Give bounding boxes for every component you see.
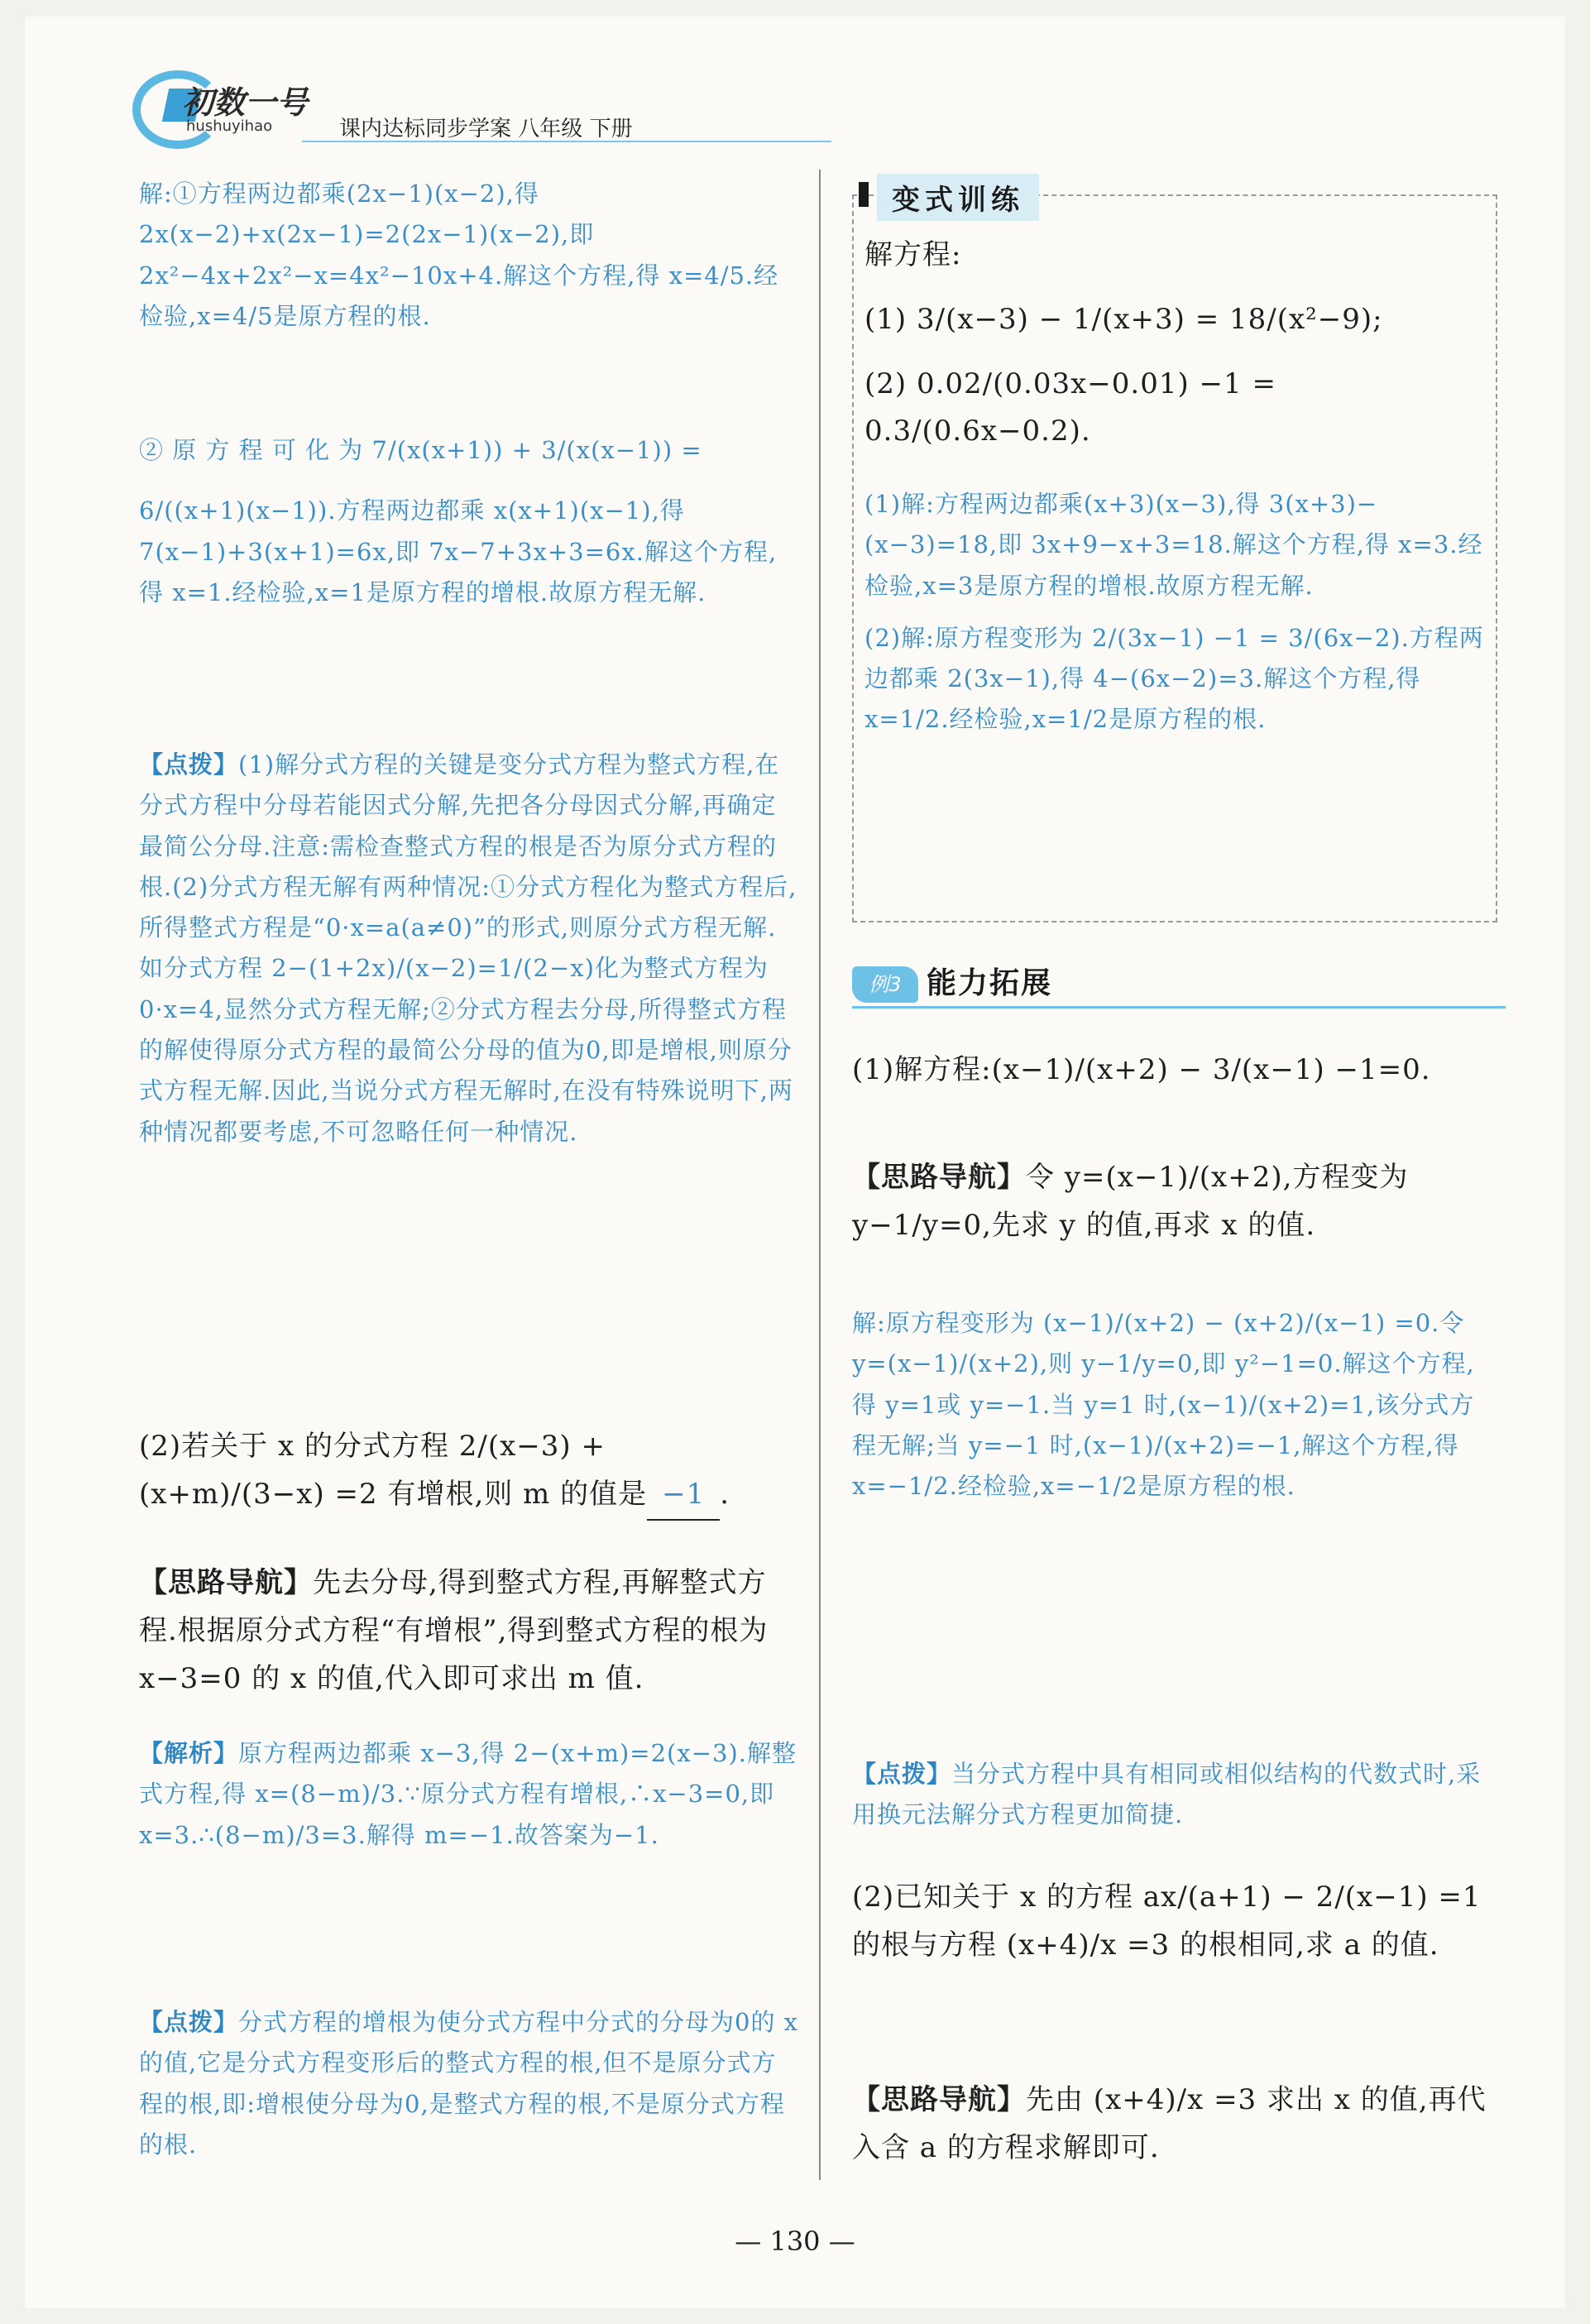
series-title — [339, 112, 633, 142]
practice-eq-2: (2) 0.02/(0.03x−0.01) −1 = 0.3/(0.6x−0.2). — [864, 367, 1276, 448]
example-q1-text: (1)解方程:(x−1)/(x+2) − 3/(x−1) −1=0. — [852, 1053, 1431, 1086]
answer-blank: −1 — [647, 1471, 720, 1521]
example-guide-2-text: 先由 (x+4)/x =3 求出 x 的值,再代入含 a 的方程求解即可. — [852, 2083, 1487, 2164]
question-2-text: (2)若关于 x 的分式方程 2/(x−3) + (x+m)/(3−x) =2 有增根,则 m 的值是 — [139, 1430, 648, 1511]
example-guide-2 — [852, 2077, 1497, 2173]
thinking-guide-text: 先去分母,得到整式方程,再解整式方程.根据原分式方程“有增根”,得到整式方程的根为 x−3=0 的 x 的值,代入即可求出 m 值. — [139, 1566, 769, 1695]
tip-2-text: 分式方程的增根为使分式方程中分式的分母为0的 x 的值,它是分式方程变形后的整式方程的根,但不是原分式方程的根,即:增根使分母为0,是整式方程的根,不是原分式方程的根. — [139, 2008, 799, 2159]
practice-answers — [864, 484, 1485, 740]
column-divider — [819, 170, 821, 2180]
question-2-end: . — [720, 1477, 730, 1511]
grade: 八年级 — [518, 117, 583, 141]
practice-eq-1: (1) 3/(x−3) − 1/(x+3) = 18/(x²−9); — [864, 302, 1383, 336]
example-solution — [852, 1303, 1497, 1507]
practice-answer-1: (1)解:方程两边都乘(x+3)(x−3),得 3(x+3)−(x−3)=18,即 3x+9−x+3=18.解这个方程,得 x=3.经检验,x=3是原方程的增根.故原方程无解. — [864, 490, 1483, 600]
practice-answer-2: (2)解:原方程变形为 2/(3x−1) −1 = 3/(6x−2).方程两边都乘 2(3x−1),得 4−(6x−2)=3.解这个方程,得 x=1/2.经检验,x=1/2是原方程的根. — [864, 623, 1484, 734]
example-title: 能力拓展 — [927, 966, 1053, 1000]
practice-prompt-text: 解方程: — [864, 238, 962, 271]
example-3-header — [852, 960, 1506, 1009]
thinking-guide-label: 【思路导航】 — [139, 1566, 313, 1599]
example-guide-1-label: 【思路导航】 — [852, 1161, 1026, 1194]
example-guide-1-text: 令 y=(x−1)/(x+2),方程变为 y−1/y=0,先求 y 的值,再求 x 的值. — [852, 1161, 1409, 1242]
example-guide-2-label: 【思路导航】 — [852, 2083, 1026, 2116]
series-name: 课内达标同步学案 — [339, 117, 512, 141]
example-tip-text: 当分式方程中具有相同或相似结构的代数式时,采用换元法解分式方程更加简捷. — [852, 1760, 1482, 1829]
example-solution-text: 解:原方程变形为 (x−1)/(x+2) − (x+2)/(x−1) =0.令 y=(x−1)/(x+2),则 y−1/y=0,即 y²−1=0.解这个方程,得 y=1或 y=−1.当 y=1 时,(x−1)/(x+2)=1,该分式方程无解;当 y=−1 时,(x−1)/(x+2)=−1,解这个方程,得 x=−1/2.经检验,x=−1/2是原方程的根. — [852, 1309, 1475, 1501]
solution-2a-text: ② 原 方 程 可 化 为 7/(x(x+1)) + 3/(x(x−1)) = — [139, 436, 702, 464]
tip-2 — [139, 2002, 801, 2165]
solution-2 — [139, 430, 801, 613]
example-tip — [852, 1754, 1497, 1836]
solution-1 — [139, 174, 801, 337]
analysis-text: 原方程两边都乘 x−3,得 2−(x+m)=2(x−3).解整式方程,得 x=(8−m)/3.∵原分式方程有增根,∴x−3=0,即x=3.∴(8−m)/3=3.解得 m=−1.故答案为−1. — [139, 1739, 797, 1849]
logo-subtitle: hushuyihao — [186, 117, 273, 135]
example-q1 — [852, 1047, 1497, 1095]
page-header — [132, 70, 761, 153]
tip-1-text: (1)解分式方程的关键是变分式方程为整式方程,在分式方程中分母若能因式分解,先把各分母因式分解,再确定最简公分母.注意:需检查整式方程的根是否为原分式方程的根.(2)分式方程无解有两种情况:①分式方程化为整式方程后,所得整式方程是“0·x=a(a≠0)”的形式,则原分式方程无解.如分式方程 2−(1+2x)/(x−2)=1/(2−x)化为整式方程为0·x=4,显然分式方程无解;②分式方程去分母,所得整式方程的解使得原分式方程的最简公分母的值为0,即是增根,则原分式方程无解.因此,当说分式方程无解时,在没有特殊说明下,两种情况都要考虑,不可忽略任何一种情况. — [139, 750, 797, 1146]
example-tip-label: 【点拨】 — [852, 1760, 952, 1788]
example-q2-text: (2)已知关于 x 的方程 ax/(a+1) − 2/(x−1) =1 的根与方程 (x+4)/x =3 的根相同,求 a 的值. — [852, 1881, 1482, 1962]
solution-2b-text: 6/((x+1)(x−1)).方程两边都乘 x(x+1)(x−1),得 7(x−1)+3(x+1)=6x,即 7x−7+3x+3=6x.解这个方程,得 x=1.经检验,x=1是原方程的增根.故原方程无解. — [139, 496, 778, 606]
tip-1-label: 【点拨】 — [139, 750, 239, 779]
example-guide-1 — [852, 1154, 1497, 1250]
volume: 下册 — [589, 117, 633, 141]
practice-prompt — [864, 232, 1485, 456]
page-number: — 130 — — [735, 2226, 855, 2257]
practice-title: 变式训练 — [877, 174, 1039, 221]
solution-1-text: 解:①方程两边都乘(2x−1)(x−2),得 2x(x−2)+x(2x−1)=2(2x−1)(x−2),即 2x²−4x+2x²−x=4x²−10x+4.解这个方程,得 x=4/5.经检验,x=4/5是原方程的根. — [139, 180, 779, 330]
logo-title: 初数一号 — [182, 84, 309, 121]
analysis-label: 【解析】 — [139, 1739, 239, 1767]
tip-2-label: 【点拨】 — [139, 2008, 239, 2036]
example-rule — [852, 1006, 1506, 1009]
example-tag: 例3 — [852, 966, 918, 1003]
example-q2 — [852, 1874, 1497, 1970]
question-2 — [139, 1423, 801, 1521]
tip-1 — [139, 745, 801, 1152]
analysis — [139, 1733, 801, 1856]
thinking-guide — [139, 1560, 801, 1703]
